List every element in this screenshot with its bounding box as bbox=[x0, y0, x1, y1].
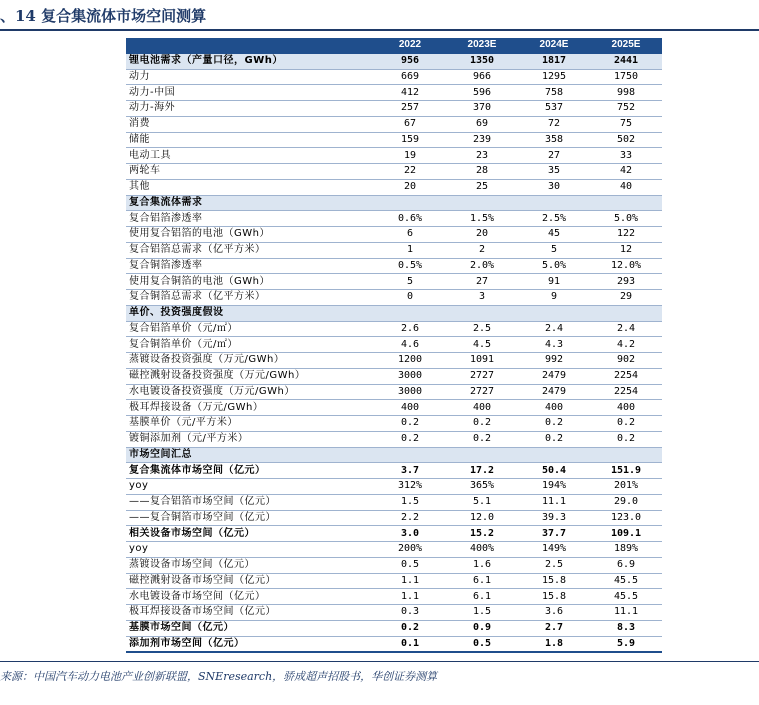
value-cell: 2.5 bbox=[518, 557, 590, 573]
value-cell: 669 bbox=[374, 69, 446, 85]
table-row bbox=[126, 116, 662, 132]
row-label: 使用复合铝箔的电池（GWh） bbox=[126, 227, 374, 243]
value-cell: 91 bbox=[518, 274, 590, 290]
table-row bbox=[126, 557, 662, 573]
value-cell: 5.9 bbox=[590, 636, 662, 652]
value-cell: 2.6 bbox=[374, 321, 446, 337]
value-cell: 365% bbox=[446, 479, 518, 495]
value-cell: 45.5 bbox=[590, 589, 662, 605]
value-cell: 4.6 bbox=[374, 337, 446, 353]
value-cell: 2.7 bbox=[518, 620, 590, 636]
row-label: 镀铜添加剂（元/平方米） bbox=[126, 431, 374, 447]
value-cell bbox=[590, 305, 662, 321]
row-label: 锂电池需求（产量口径，GWh） bbox=[126, 53, 374, 69]
value-cell: 0.3 bbox=[374, 605, 446, 621]
value-cell: 25 bbox=[446, 179, 518, 195]
row-label: 其他 bbox=[126, 179, 374, 195]
value-cell: 537 bbox=[518, 101, 590, 117]
value-cell: 40 bbox=[590, 179, 662, 195]
row-label: ——复合铜箔市场空间（亿元） bbox=[126, 510, 374, 526]
value-cell: 11.1 bbox=[518, 494, 590, 510]
table-row bbox=[126, 589, 662, 605]
value-cell: 29.0 bbox=[590, 494, 662, 510]
value-cell: 3.7 bbox=[374, 463, 446, 479]
value-cell: 1.8 bbox=[518, 636, 590, 652]
table-row bbox=[126, 258, 662, 274]
value-cell: 502 bbox=[590, 132, 662, 148]
value-cell: 239 bbox=[446, 132, 518, 148]
value-cell: 0.2 bbox=[590, 416, 662, 432]
value-cell: 201% bbox=[590, 479, 662, 495]
value-cell: 15.8 bbox=[518, 589, 590, 605]
value-cell: 33 bbox=[590, 148, 662, 164]
value-cell: 257 bbox=[374, 101, 446, 117]
table-row bbox=[126, 148, 662, 164]
row-label: 使用复合铜箔的电池（GWh） bbox=[126, 274, 374, 290]
table-row bbox=[126, 447, 662, 463]
row-label: 复合铜箔渗透率 bbox=[126, 258, 374, 274]
table-row bbox=[126, 636, 662, 652]
value-cell: 1.5 bbox=[374, 494, 446, 510]
value-cell: 1200 bbox=[374, 353, 446, 369]
value-cell: 902 bbox=[590, 353, 662, 369]
row-label: 复合集流体市场空间（亿元） bbox=[126, 463, 374, 479]
row-label: 复合铝箔总需求（亿平方米） bbox=[126, 242, 374, 258]
row-label: yoy bbox=[126, 479, 374, 495]
value-cell: 312% bbox=[374, 479, 446, 495]
row-label: ——复合铝箔市场空间（亿元） bbox=[126, 494, 374, 510]
figure-title: 、14 复合集流体市场空间测算 bbox=[0, 7, 207, 25]
table-row bbox=[126, 542, 662, 558]
value-cell: 27 bbox=[518, 148, 590, 164]
value-cell: 2727 bbox=[446, 368, 518, 384]
value-cell bbox=[590, 195, 662, 211]
value-cell bbox=[518, 195, 590, 211]
value-cell bbox=[518, 447, 590, 463]
row-label: 水电镀设备市场空间（亿元） bbox=[126, 589, 374, 605]
value-cell: 358 bbox=[518, 132, 590, 148]
row-label: yoy bbox=[126, 542, 374, 558]
value-cell: 0.1 bbox=[374, 636, 446, 652]
table-row bbox=[126, 526, 662, 542]
row-label: 复合铝箔单价（元/㎡） bbox=[126, 321, 374, 337]
table-row bbox=[126, 431, 662, 447]
value-cell: 0.9 bbox=[446, 620, 518, 636]
table-row bbox=[126, 290, 662, 306]
row-label: 极耳焊接设备（万元/GWh） bbox=[126, 400, 374, 416]
value-cell: 72 bbox=[518, 116, 590, 132]
value-cell: 20 bbox=[374, 179, 446, 195]
value-cell: 6 bbox=[374, 227, 446, 243]
value-cell: 370 bbox=[446, 101, 518, 117]
value-cell: 400 bbox=[374, 400, 446, 416]
table-row bbox=[126, 400, 662, 416]
value-cell: 1750 bbox=[590, 69, 662, 85]
value-cell: 9 bbox=[518, 290, 590, 306]
row-label: 两轮车 bbox=[126, 164, 374, 180]
row-label: 储能 bbox=[126, 132, 374, 148]
table-row bbox=[126, 242, 662, 258]
figure-title-bar bbox=[0, 0, 759, 30]
value-cell: 189% bbox=[590, 542, 662, 558]
value-cell: 39.3 bbox=[518, 510, 590, 526]
value-cell: 966 bbox=[446, 69, 518, 85]
row-label: 复合集流体需求 bbox=[126, 195, 374, 211]
row-label: 磁控溅射设备投资强度（万元/GWh） bbox=[126, 368, 374, 384]
value-cell: 2.4 bbox=[590, 321, 662, 337]
table-row bbox=[126, 53, 662, 69]
value-cell: 15.8 bbox=[518, 573, 590, 589]
table-row bbox=[126, 179, 662, 195]
value-cell bbox=[374, 305, 446, 321]
value-cell: 4.3 bbox=[518, 337, 590, 353]
value-cell: 2727 bbox=[446, 384, 518, 400]
value-cell: 0.6% bbox=[374, 211, 446, 227]
value-cell: 1.6 bbox=[446, 557, 518, 573]
row-label: 复合铝箔渗透率 bbox=[126, 211, 374, 227]
value-cell: 69 bbox=[446, 116, 518, 132]
value-cell: 200% bbox=[374, 542, 446, 558]
row-label: 蒸镀设备投资强度（万元/GWh） bbox=[126, 353, 374, 369]
value-cell: 17.2 bbox=[446, 463, 518, 479]
value-cell: 2.5% bbox=[518, 211, 590, 227]
value-cell: 400 bbox=[518, 400, 590, 416]
value-cell: 758 bbox=[518, 85, 590, 101]
value-cell: 109.1 bbox=[590, 526, 662, 542]
value-cell: 22 bbox=[374, 164, 446, 180]
value-cell: 123.0 bbox=[590, 510, 662, 526]
value-cell bbox=[590, 447, 662, 463]
value-cell: 0.5 bbox=[374, 557, 446, 573]
table-row bbox=[126, 368, 662, 384]
value-cell: 0.2 bbox=[518, 431, 590, 447]
value-cell: 35 bbox=[518, 164, 590, 180]
table-row bbox=[126, 463, 662, 479]
table-row bbox=[126, 132, 662, 148]
table-row bbox=[126, 605, 662, 621]
value-cell: 5.0% bbox=[590, 211, 662, 227]
row-label: 消费 bbox=[126, 116, 374, 132]
table-row bbox=[126, 85, 662, 101]
value-cell: 4.2 bbox=[590, 337, 662, 353]
row-label: 复合铜箔总需求（亿平方米） bbox=[126, 290, 374, 306]
value-cell: 6.1 bbox=[446, 589, 518, 605]
value-cell: 12.0% bbox=[590, 258, 662, 274]
value-cell: 12 bbox=[590, 242, 662, 258]
table-body bbox=[126, 53, 662, 652]
value-cell: 159 bbox=[374, 132, 446, 148]
table-row bbox=[126, 211, 662, 227]
row-label: 动力-中国 bbox=[126, 85, 374, 101]
value-cell: 2.5 bbox=[446, 321, 518, 337]
value-cell bbox=[446, 305, 518, 321]
footer-divider bbox=[0, 661, 759, 662]
value-cell: 0.2 bbox=[374, 620, 446, 636]
value-cell bbox=[446, 447, 518, 463]
row-label: 市场空间汇总 bbox=[126, 447, 374, 463]
row-label: 水电镀设备投资强度（万元/GWh） bbox=[126, 384, 374, 400]
value-cell: 2.0% bbox=[446, 258, 518, 274]
value-cell: 122 bbox=[590, 227, 662, 243]
row-label: 单价、投资强度假设 bbox=[126, 305, 374, 321]
table-row bbox=[126, 321, 662, 337]
table-row bbox=[126, 337, 662, 353]
value-cell: 1350 bbox=[446, 53, 518, 69]
table-row bbox=[126, 479, 662, 495]
row-label: 电动工具 bbox=[126, 148, 374, 164]
value-cell: 0.5% bbox=[374, 258, 446, 274]
value-cell: 596 bbox=[446, 85, 518, 101]
value-cell: 5.1 bbox=[446, 494, 518, 510]
value-cell: 6.1 bbox=[446, 573, 518, 589]
row-label: 基膜单价（元/平方米） bbox=[126, 416, 374, 432]
value-cell: 3000 bbox=[374, 368, 446, 384]
value-cell: 2.4 bbox=[518, 321, 590, 337]
value-cell: 11.1 bbox=[590, 605, 662, 621]
value-cell: 1.1 bbox=[374, 589, 446, 605]
value-cell: 2254 bbox=[590, 384, 662, 400]
source-note: 来源：中国汽车动力电池产业创新联盟，SNEresearch，骄成超声招股书，华创证券测算 bbox=[0, 670, 438, 683]
table-row bbox=[126, 510, 662, 526]
value-cell: 149% bbox=[518, 542, 590, 558]
value-cell bbox=[446, 195, 518, 211]
header-cell-2022: 2022 bbox=[374, 38, 446, 53]
table-row bbox=[126, 101, 662, 117]
value-cell: 0.2 bbox=[518, 416, 590, 432]
header-cell-2024e: 2024E bbox=[518, 38, 590, 53]
value-cell: 27 bbox=[446, 274, 518, 290]
value-cell: 2479 bbox=[518, 384, 590, 400]
header-cell bbox=[126, 38, 374, 53]
value-cell: 2 bbox=[446, 242, 518, 258]
value-cell: 5.0% bbox=[518, 258, 590, 274]
value-cell: 28 bbox=[446, 164, 518, 180]
value-cell: 1 bbox=[374, 242, 446, 258]
title-divider bbox=[0, 29, 759, 31]
value-cell: 400 bbox=[446, 400, 518, 416]
row-label: 极耳焊接设备市场空间（亿元） bbox=[126, 605, 374, 621]
row-label: 动力 bbox=[126, 69, 374, 85]
value-cell: 1295 bbox=[518, 69, 590, 85]
row-label: 磁控溅射设备市场空间（亿元） bbox=[126, 573, 374, 589]
row-label: 蒸镀设备市场空间（亿元） bbox=[126, 557, 374, 573]
table-row bbox=[126, 227, 662, 243]
value-cell: 998 bbox=[590, 85, 662, 101]
value-cell: 20 bbox=[446, 227, 518, 243]
table-row bbox=[126, 274, 662, 290]
header-cell-2025e: 2025E bbox=[590, 38, 662, 53]
table-row bbox=[126, 164, 662, 180]
value-cell bbox=[518, 305, 590, 321]
value-cell: 2.2 bbox=[374, 510, 446, 526]
value-cell: 3 bbox=[446, 290, 518, 306]
value-cell: 15.2 bbox=[446, 526, 518, 542]
value-cell: 2441 bbox=[590, 53, 662, 69]
table-row bbox=[126, 416, 662, 432]
row-label: 复合铜箔单价（元/㎡） bbox=[126, 337, 374, 353]
value-cell: 50.4 bbox=[518, 463, 590, 479]
value-cell: 8.3 bbox=[590, 620, 662, 636]
value-cell: 400% bbox=[446, 542, 518, 558]
value-cell: 12.0 bbox=[446, 510, 518, 526]
table-row bbox=[126, 195, 662, 211]
value-cell: 0.2 bbox=[446, 416, 518, 432]
value-cell: 29 bbox=[590, 290, 662, 306]
value-cell: 3.6 bbox=[518, 605, 590, 621]
value-cell: 0.2 bbox=[374, 431, 446, 447]
table-row bbox=[126, 620, 662, 636]
table-header-row bbox=[126, 38, 662, 53]
value-cell: 1817 bbox=[518, 53, 590, 69]
row-label: 相关设备市场空间（亿元） bbox=[126, 526, 374, 542]
value-cell: 1.1 bbox=[374, 573, 446, 589]
header-cell-2023e: 2023E bbox=[446, 38, 518, 53]
table-row bbox=[126, 384, 662, 400]
value-cell: 2479 bbox=[518, 368, 590, 384]
value-cell: 400 bbox=[590, 400, 662, 416]
value-cell: 992 bbox=[518, 353, 590, 369]
value-cell: 5 bbox=[518, 242, 590, 258]
value-cell: 0.2 bbox=[374, 416, 446, 432]
value-cell: 45.5 bbox=[590, 573, 662, 589]
value-cell: 151.9 bbox=[590, 463, 662, 479]
value-cell: 194% bbox=[518, 479, 590, 495]
value-cell: 6.9 bbox=[590, 557, 662, 573]
table-row bbox=[126, 573, 662, 589]
table-row bbox=[126, 305, 662, 321]
value-cell: 0 bbox=[374, 290, 446, 306]
value-cell: 1.5% bbox=[446, 211, 518, 227]
value-cell: 1.5 bbox=[446, 605, 518, 621]
value-cell: 67 bbox=[374, 116, 446, 132]
value-cell: 4.5 bbox=[446, 337, 518, 353]
value-cell: 5 bbox=[374, 274, 446, 290]
value-cell: 23 bbox=[446, 148, 518, 164]
table-row bbox=[126, 494, 662, 510]
value-cell: 75 bbox=[590, 116, 662, 132]
value-cell: 37.7 bbox=[518, 526, 590, 542]
value-cell: 30 bbox=[518, 179, 590, 195]
row-label: 添加剂市场空间（亿元） bbox=[126, 636, 374, 652]
value-cell: 956 bbox=[374, 53, 446, 69]
value-cell: 0.5 bbox=[446, 636, 518, 652]
value-cell: 42 bbox=[590, 164, 662, 180]
value-cell: 752 bbox=[590, 101, 662, 117]
value-cell: 293 bbox=[590, 274, 662, 290]
table-row bbox=[126, 353, 662, 369]
value-cell: 3000 bbox=[374, 384, 446, 400]
value-cell: 45 bbox=[518, 227, 590, 243]
value-cell: 3.0 bbox=[374, 526, 446, 542]
value-cell bbox=[374, 447, 446, 463]
value-cell: 19 bbox=[374, 148, 446, 164]
value-cell: 412 bbox=[374, 85, 446, 101]
value-cell bbox=[374, 195, 446, 211]
table-row bbox=[126, 69, 662, 85]
row-label: 基膜市场空间（亿元） bbox=[126, 620, 374, 636]
value-cell: 2254 bbox=[590, 368, 662, 384]
value-cell: 0.2 bbox=[446, 431, 518, 447]
market-size-table bbox=[126, 38, 662, 653]
value-cell: 0.2 bbox=[590, 431, 662, 447]
value-cell: 1091 bbox=[446, 353, 518, 369]
row-label: 动力-海外 bbox=[126, 101, 374, 117]
